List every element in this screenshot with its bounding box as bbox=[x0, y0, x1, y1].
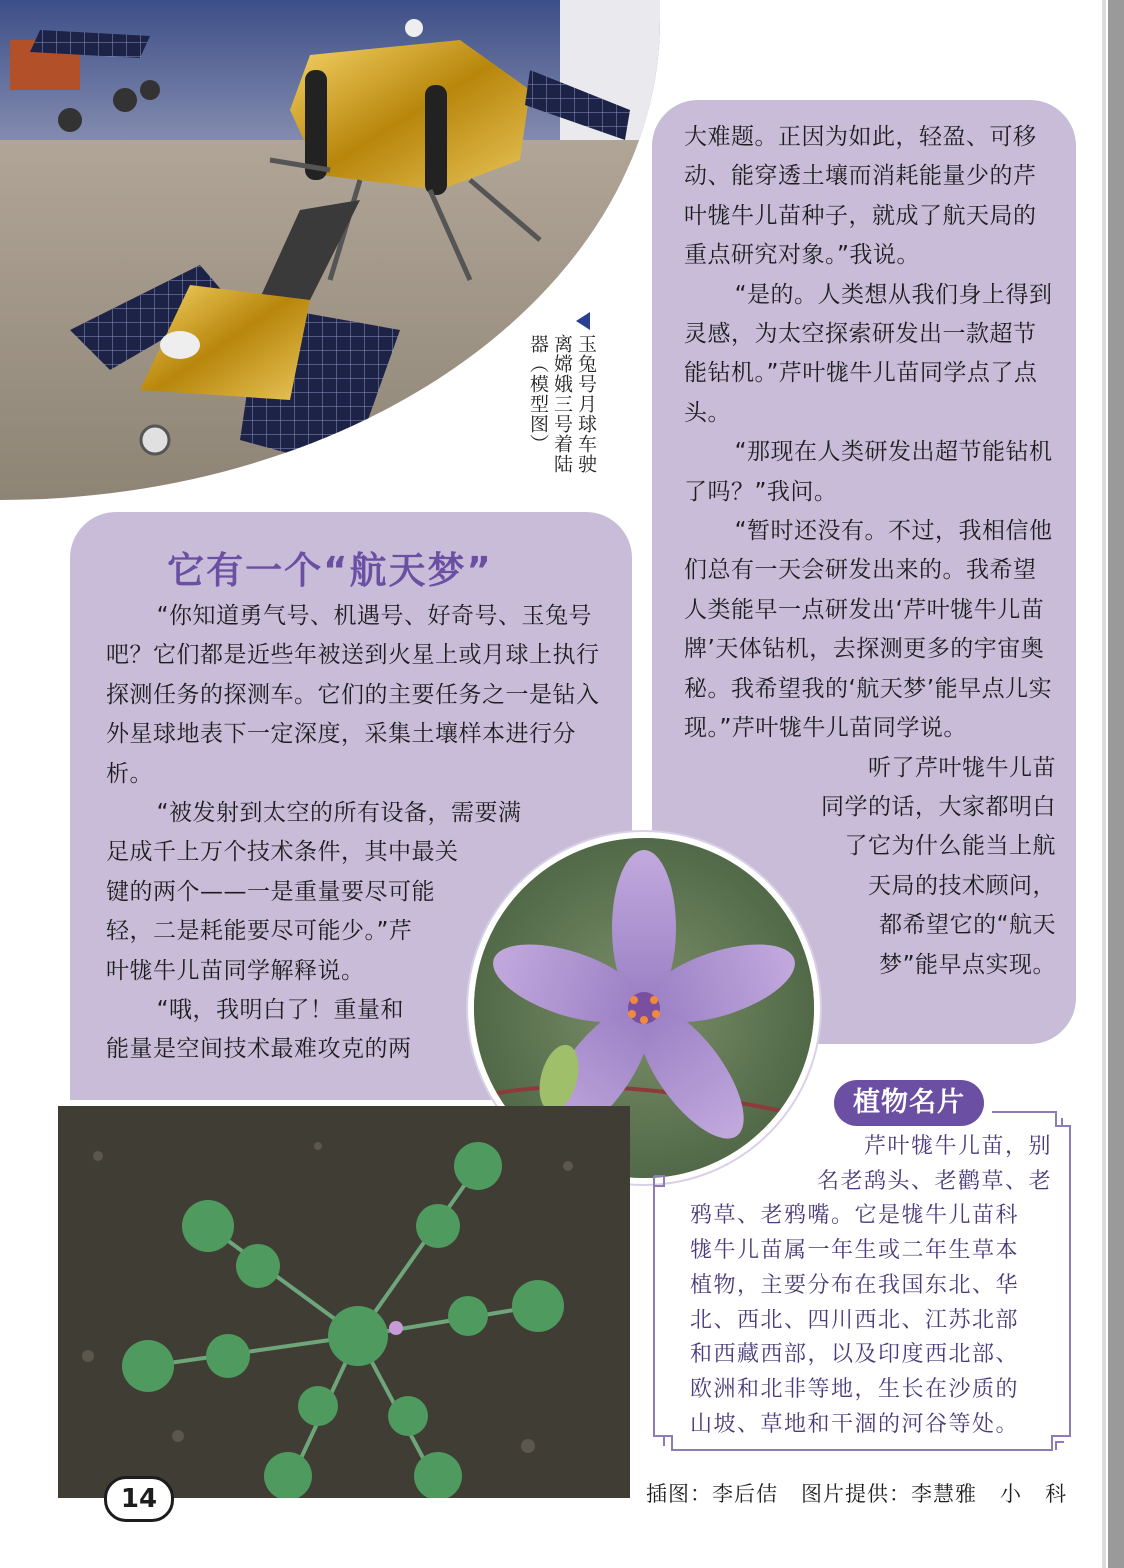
paragraph-line: 轻，二是耗能要尽可能少。”芹 bbox=[106, 918, 413, 945]
card-line: 鸦草、老鸦嘴。它是牻牛儿苗科 bbox=[690, 1203, 1020, 1229]
plant-card-text bbox=[690, 1130, 1052, 1442]
caption-line-3: 器（模型图） bbox=[527, 334, 549, 454]
paragraph-line: 足成千上万个技术条件，其中最关 bbox=[106, 839, 459, 866]
caption-arrow-icon bbox=[576, 312, 590, 330]
paragraph-line: “被发射到太空的所有设备，需要满 bbox=[156, 800, 522, 827]
closing-line: 听了芹叶牻牛儿苗 bbox=[868, 754, 1056, 781]
card-line: 北、西北、四川西北、江苏北部 bbox=[690, 1307, 1020, 1333]
closing-line: 梦”能早点实现。 bbox=[879, 951, 1056, 978]
page-number: 14 bbox=[104, 1476, 174, 1522]
closing-line: 天局的技术顾问， bbox=[868, 872, 1056, 899]
right-text-column bbox=[684, 118, 1056, 985]
card-line: 牻牛儿苗属一年生或二年生草本 bbox=[690, 1238, 1020, 1264]
card-line: 名老鸹头、老鹳草、老 bbox=[816, 1168, 1052, 1194]
page-edge-bar bbox=[1108, 0, 1124, 1568]
card-line: 山坡、草地和干涸的河谷等处。 bbox=[690, 1411, 1020, 1437]
right-paragraph-3: “那现在人类研发出超节能钻机了吗？”我问。 bbox=[684, 439, 1053, 505]
card-line: 欧洲和北非等地，生长在沙质的 bbox=[690, 1376, 1020, 1402]
paragraph-line: “哦，我明白了！重量和 bbox=[156, 997, 405, 1024]
card-line: 芹叶牻牛儿苗，别 bbox=[863, 1134, 1052, 1159]
closing-line: 都希望它的“航天 bbox=[879, 912, 1056, 939]
paragraph-line: 能量是空间技术最难攻克的两 bbox=[106, 1036, 412, 1063]
closing-line: 同学的话，大家都明白 bbox=[821, 793, 1056, 820]
right-paragraph-2: “是的。人类想从我们身上得到灵感，为太空探索研发出一款超节能钻机。”芹叶牻牛儿苗同学点了点头。 bbox=[684, 281, 1053, 426]
card-line: 和西藏西部，以及印度西北部、 bbox=[690, 1342, 1020, 1368]
caption-line-2: 离嫦娥三号着陆 bbox=[551, 334, 573, 474]
right-paragraph-1: 大难题。正因为如此，轻盈、可移动、能穿透土壤而消耗能量少的芹叶牻牛儿苗种子，就成了航天局的重点研究对象。”我说。 bbox=[684, 124, 1037, 269]
plant-ground-photo bbox=[58, 1106, 630, 1498]
photo-caption bbox=[520, 312, 600, 502]
plant-card-title: 植物名片 bbox=[834, 1080, 984, 1126]
closing-line: 了它为什么能当上航 bbox=[844, 833, 1056, 860]
card-line: 植物，主要分布在我国东北、华 bbox=[690, 1272, 1020, 1298]
caption-line-1: 玉兔号月球车驶 bbox=[575, 334, 597, 474]
page-edge-light bbox=[1102, 0, 1106, 1568]
left-paragraph-1: “你知道勇气号、机遇号、好奇号、玉兔号吧？它们都是近些年被送到火星上或月球上执行探测任务的探测车。它们的主要任务之一是钻入外星球地表下一定深度，采集土壤样本进行分析。 bbox=[106, 603, 600, 787]
paragraph-line: 键的两个——一是重量要尽可能 bbox=[106, 878, 435, 905]
image-credits: 插图：李后佶 图片提供：李慧雅 小 科 bbox=[646, 1482, 1068, 1506]
section-title: 它有一个“航天梦” bbox=[167, 549, 493, 592]
paragraph-line: 叶牻牛儿苗同学解释说。 bbox=[106, 957, 365, 984]
right-paragraph-4: “暂时还没有。不过，我相信他们总有一天会研发出来的。我希望人类能早一点研发出‘芹叶牻牛儿苗牌’天体钻机，去探测更多的宇宙奥秘。我希望我的‘航天梦’能早点儿实现。”芹叶牻牛儿苗同学说。 bbox=[684, 518, 1053, 742]
